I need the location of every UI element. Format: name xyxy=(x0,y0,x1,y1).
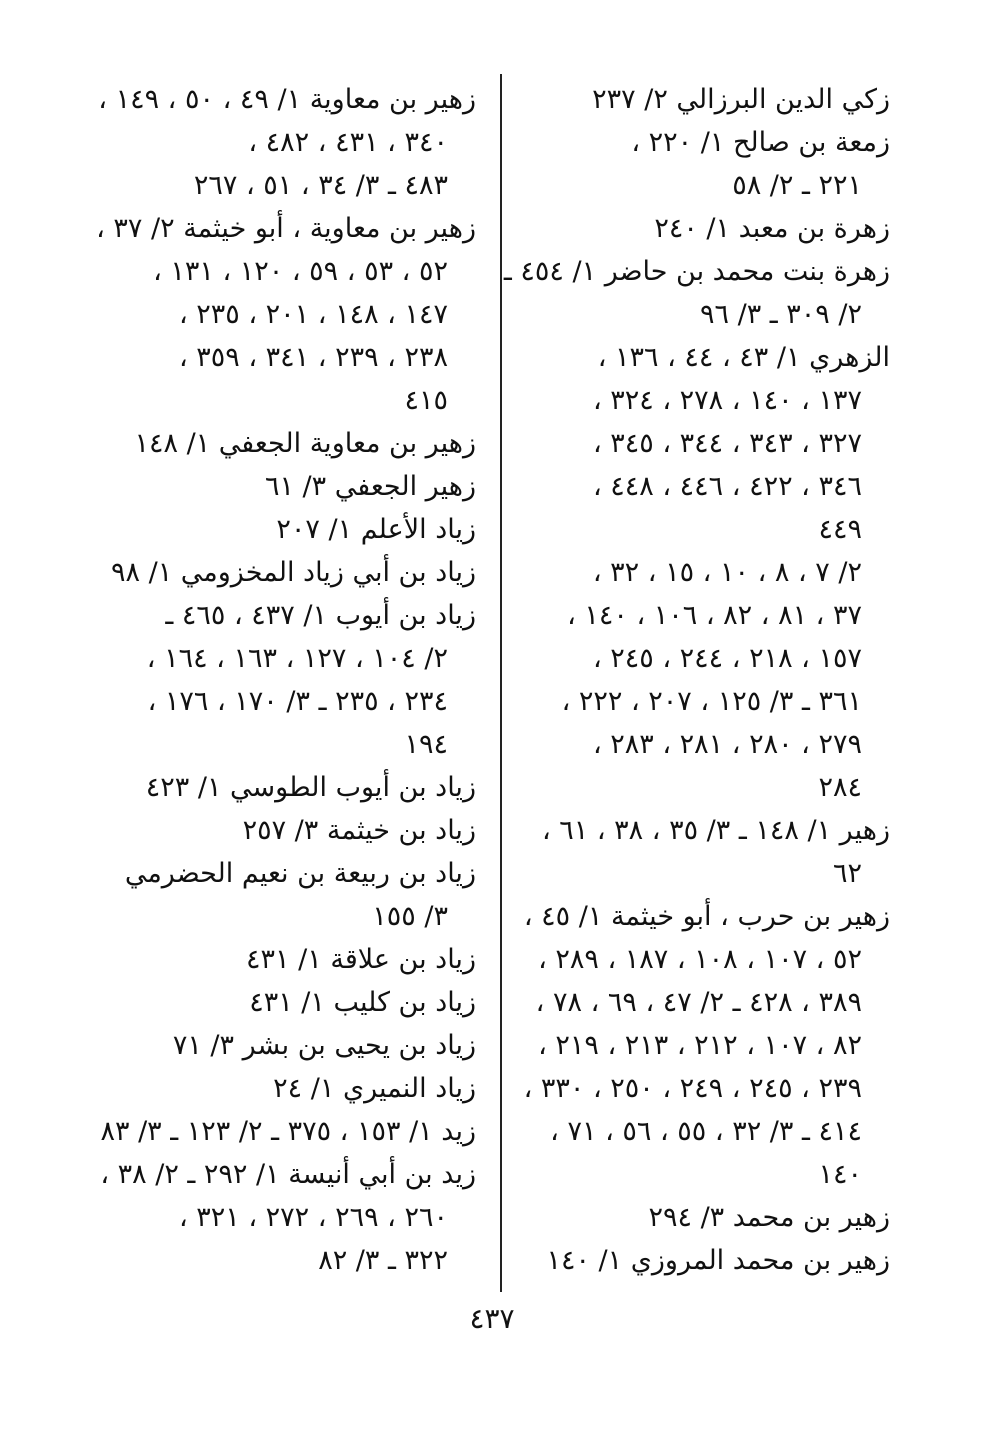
index-entry-heading: زياد بن يحيى بن بشر ٣/ ٧١ xyxy=(172,1030,476,1061)
index-entry-heading: زياد بن كليب ١/ ٤٣١ xyxy=(249,987,476,1018)
index-entry-continuation: ٢/ ٣٠٩ ـ ٣/ ٩٦ xyxy=(699,299,862,330)
index-entry-heading: زياد بن أبي زياد المخزومي ١/ ٩٨ xyxy=(111,557,476,588)
index-entry-heading: زياد بن ربيعة بن نعيم الحضرمي xyxy=(124,858,476,889)
index-entry-continuation: ١٣٧ ، ١٤٠ ، ٢٧٨ ، ٣٢٤ ، xyxy=(592,385,862,416)
index-entry-continuation: ٢٧٩ ، ٢٨٠ ، ٢٨١ ، ٢٨٣ ، xyxy=(592,729,862,760)
index-entry-continuation: ٢/ ١٠٤ ، ١٢٧ ، ١٦٣ ، ١٦٤ ، xyxy=(146,643,448,674)
index-entry-continuation: ٢٢١ ـ ٢/ ٥٨ xyxy=(732,170,862,201)
index-entry-heading: الزهري ١/ ٤٣ ، ٤٤ ، ١٣٦ ، xyxy=(597,342,890,373)
index-entry-continuation: ٣/ ١٥٥ xyxy=(372,901,448,932)
index-entry-heading: زهير بن محمد ٣/ ٢٩٤ xyxy=(648,1202,890,1233)
index-entry xyxy=(510,207,890,250)
index-entry-heading: زهير ١/ ١٤٨ ـ ٣/ ٣٥ ، ٣٨ ، ٦١ ، xyxy=(541,815,890,846)
index-entry xyxy=(98,508,476,551)
index-entry-heading: زهير بن حرب ، أبو خيثمة ١/ ٤٥ ، xyxy=(523,901,890,932)
index-entry-continuation: ٦٢ xyxy=(832,858,862,889)
index-entry-continuation: ١٩٤ xyxy=(404,729,448,760)
index-entry xyxy=(98,1024,476,1067)
index-entry-heading: زهرة بنت محمد بن حاضر ١/ ٤٥٤ ـ xyxy=(503,256,890,287)
index-entry-continuation: ٤١٥ xyxy=(404,385,448,416)
index-entry-continuation: ٣٤٠ ، ٤٣١ ، ٤٨٢ ، xyxy=(248,127,448,158)
page-number: ٤٣٧ xyxy=(469,1302,515,1335)
index-entry-heading: زيد ١/ ١٥٣ ، ٣٧٥ ـ ٢/ ١٢٣ ـ ٣/ ٨٣ xyxy=(100,1116,476,1147)
index-entry-continuation: ٢٦٠ ، ٢٦٩ ، ٢٧٢ ، ٣٢١ ، xyxy=(178,1202,448,1233)
index-entry-heading: زياد الأعلم ١/ ٢٠٧ xyxy=(276,514,476,545)
index-entry-heading: زهير بن معاوية ، أبو خيثمة ٢/ ٣٧ ، xyxy=(96,213,476,244)
index-entry-heading: زياد بن أيوب ١/ ٤٣٧ ، ٤٦٥ ـ xyxy=(165,600,476,631)
index-entry-heading: زياد بن علاقة ١/ ٤٣١ xyxy=(246,944,476,975)
index-entry-heading: زهير بن معاوية ١/ ٤٩ ، ٥٠ ، ١٤٩ ، xyxy=(98,84,476,115)
index-entry xyxy=(98,852,476,938)
index-entry-continuation: ٤١٤ ـ ٣/ ٣٢ ، ٥٥ ، ٥٦ ، ٧١ ، xyxy=(550,1116,862,1147)
index-entry xyxy=(98,207,476,422)
index-entry xyxy=(510,1196,890,1239)
index-entry-continuation: ٢٣٤ ، ٢٣٥ ـ ٣/ ١٧٠ ، ١٧٦ ، xyxy=(147,686,448,717)
index-entry xyxy=(98,766,476,809)
index-entry xyxy=(510,1239,890,1282)
index-entry-continuation: ٥٢ ، ٥٣ ، ٥٩ ، ١٢٠ ، ١٣١ ، xyxy=(153,256,448,287)
index-entry-continuation: ٢/ ٧ ، ٨ ، ١٠ ، ١٥ ، ٣٢ ، xyxy=(592,557,862,588)
index-entry xyxy=(98,465,476,508)
index-entry-continuation: ٤٤٩ xyxy=(818,514,862,545)
index-entry xyxy=(98,809,476,852)
index-entry xyxy=(510,78,890,121)
index-entry xyxy=(98,981,476,1024)
index-entry xyxy=(510,895,890,1196)
index-entry-heading: زهير بن محمد المروزي ١/ ١٤٠ xyxy=(546,1245,890,1276)
index-entry-heading: زياد بن خيثمة ٣/ ٢٥٧ xyxy=(242,815,476,846)
index-entry xyxy=(98,78,476,207)
index-entry-continuation: ٢٣٨ ، ٢٣٩ ، ٣٤١ ، ٣٥٩ ، xyxy=(178,342,448,373)
index-entry-heading: زيد بن أبي أنيسة ١/ ٢٩٢ ـ ٢/ ٣٨ ، xyxy=(100,1159,476,1190)
index-entry-heading: زكي الدين البرزالي ٢/ ٢٣٧ xyxy=(592,84,890,115)
index-entry-heading: زياد النميري ١/ ٢٤ xyxy=(273,1073,476,1104)
index-entry-continuation: ١٤٠ xyxy=(818,1159,862,1190)
index-entry xyxy=(98,1153,476,1282)
index-entry xyxy=(510,336,890,809)
index-entry-continuation: ٢٨٤ xyxy=(818,772,862,803)
index-entry xyxy=(98,594,476,766)
index-entry xyxy=(510,809,890,895)
index-entry-continuation: ٨٢ ، ١٠٧ ، ٢١٢ ، ٢١٣ ، ٢١٩ ، xyxy=(538,1030,862,1061)
index-entry-heading: زمعة بن صالح ١/ ٢٢٠ ، xyxy=(631,127,890,158)
index-entry-continuation: ٣٧ ، ٨١ ، ٨٢ ، ١٠٦ ، ١٤٠ ، xyxy=(567,600,862,631)
index-entry xyxy=(510,121,890,207)
index-entry-continuation: ٣٤٦ ، ٤٢٢ ، ٤٤٦ ، ٤٤٨ ، xyxy=(592,471,862,502)
index-entry-continuation: ٣٢٢ ـ ٣/ ٨٢ xyxy=(318,1245,448,1276)
index-entry-heading: زهرة بن معبد ١/ ٢٤٠ xyxy=(654,213,890,244)
index-entry xyxy=(98,1110,476,1153)
index-entry xyxy=(98,422,476,465)
index-entry-continuation: ٤٨٣ ـ ٣/ ٣٤ ، ٥١ ، ٢٦٧ xyxy=(193,170,448,201)
index-entry-continuation: ٥٢ ، ١٠٧ ، ١٠٨ ، ١٨٧ ، ٢٨٩ ، xyxy=(538,944,862,975)
index-entry-continuation: ١٤٧ ، ١٤٨ ، ٢٠١ ، ٢٣٥ ، xyxy=(178,299,448,330)
index-entry-continuation: ٣٦١ ـ ٣/ ١٢٥ ، ٢٠٧ ، ٢٢٢ ، xyxy=(561,686,862,717)
index-entry-heading: زهير الجعفي ٣/ ٦١ xyxy=(264,471,476,502)
index-entry-continuation: ١٥٧ ، ٢١٨ ، ٢٤٤ ، ٢٤٥ ، xyxy=(592,643,862,674)
index-column-left xyxy=(98,78,476,1282)
index-entry-continuation: ٣٨٩ ، ٤٢٨ ـ ٢/ ٤٧ ، ٦٩ ، ٧٨ ، xyxy=(535,987,862,1018)
index-entry xyxy=(98,938,476,981)
index-entry xyxy=(503,250,890,336)
column-divider xyxy=(500,74,502,1292)
index-entry-heading: زياد بن أيوب الطوسي ١/ ٤٢٣ xyxy=(145,772,476,803)
index-column-right xyxy=(503,78,890,1282)
index-entry-continuation: ٢٣٩ ، ٢٤٥ ، ٢٤٩ ، ٢٥٠ ، ٣٣٠ ، xyxy=(523,1073,862,1104)
index-entry-heading: زهير بن معاوية الجعفي ١/ ١٤٨ xyxy=(134,428,476,459)
index-entry xyxy=(98,551,476,594)
index-entry xyxy=(98,1067,476,1110)
index-entry-continuation: ٣٢٧ ، ٣٤٣ ، ٣٤٤ ، ٣٤٥ ، xyxy=(592,428,862,459)
